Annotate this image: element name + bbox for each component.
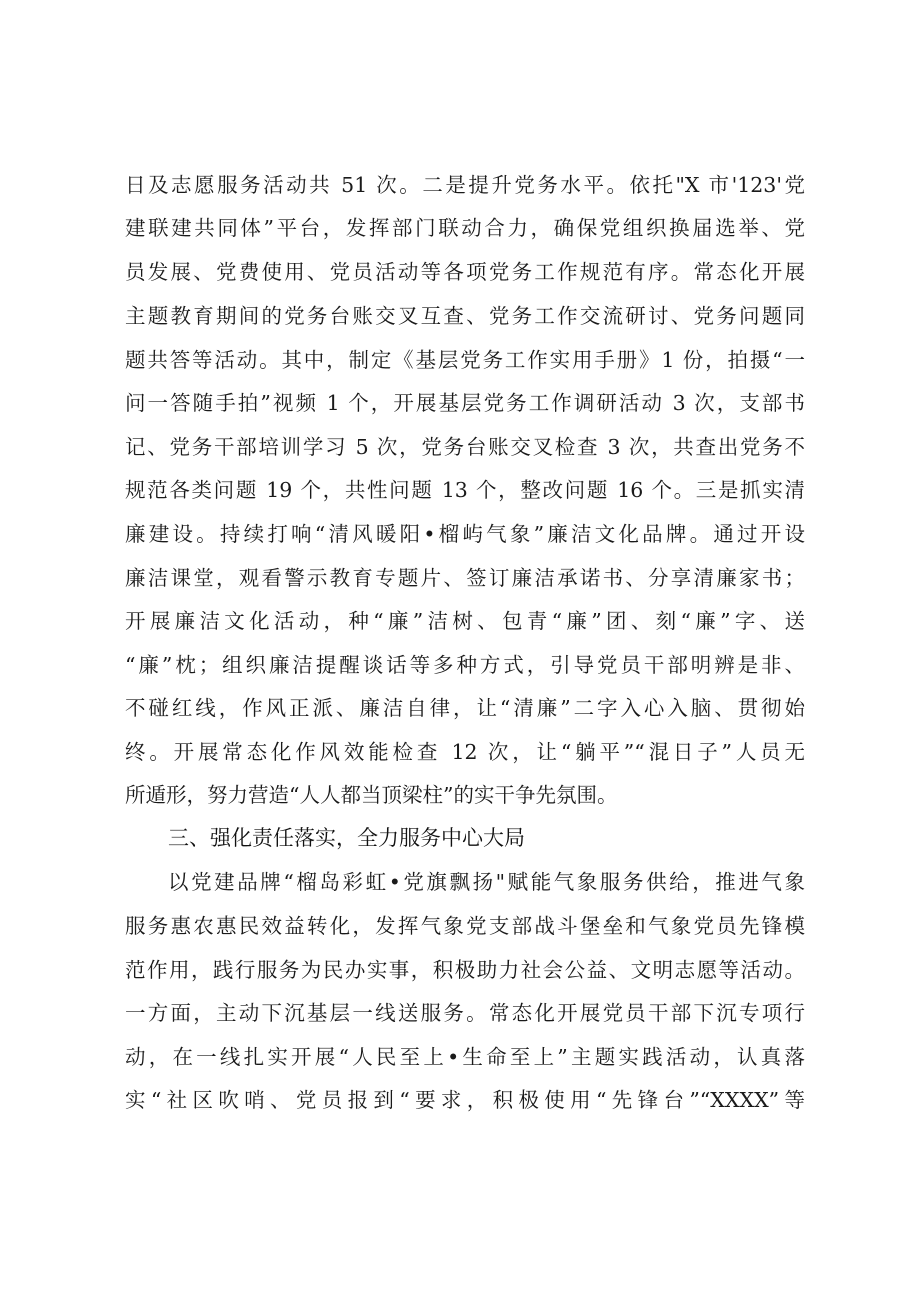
paragraph-line: 所遁形，努力营造“人人都当顶梁柱”的实干争先氛围。 (125, 783, 618, 807)
paragraph-line: 动，在一线扎实开展“人民至上•生命至上”主题实践活动，认真落 (125, 1045, 805, 1069)
paragraph-line: 员发展、党费使用、党员活动等各项党务工作规范有序。常态化开展 (125, 260, 805, 284)
paragraph-line: 主题教育期间的党务台账交叉互查、党务工作交流研讨、党务问题同 (125, 304, 805, 328)
paragraph-line: 记、党务干部培训学习 5 次，党务台账交叉检查 3 次，共查出党务不 (125, 435, 805, 459)
paragraph-line: 规范各类问题 19 个，共性问题 13 个，整改问题 16 个。三是抓实清 (125, 478, 805, 502)
paragraph-line: “廉”枕；组织廉洁提醒谈话等多种方式，引导党员干部明辨是非、 (125, 653, 805, 677)
paragraph-line: 廉建设。持续打响“清风暖阳•榴屿气象”廉洁文化品牌。通过开设 (125, 522, 805, 546)
paragraph-line: 范作用，践行服务为民办实事，积极助力社会公益、文明志愿等活动。 (125, 958, 805, 982)
paragraph-line: 建联建共同体”平台，发挥部门联动合力，确保党组织换届选举、党 (125, 216, 805, 240)
paragraph-line: 服务惠农惠民效益转化，发挥气象党支部战斗堡垒和气象党员先锋模 (125, 914, 805, 938)
paragraph-line: 题共答等活动。其中，制定《基层党务工作实用手册》1 份，拍摄“一 (125, 348, 805, 372)
paragraph-line: 不碰红线，作风正派、廉洁自律，让“清廉”二字入心入脑、贯彻始 (125, 696, 805, 720)
paragraph-line: 日及志愿服务活动共 51 次。二是提升党务水平。依托"X 市'123'党 (125, 173, 805, 197)
paragraph-line: 终。开展常态化作风效能检查 12 次，让“躺平”“混日子”人员无 (125, 740, 805, 764)
paragraph-line: 问一答随手拍”视频 1 个，开展基层党务工作调研活动 3 次，支部书 (125, 391, 805, 415)
paragraph-line: 一方面，主动下沉基层一线送服务。常态化开展党员干部下沉专项行 (125, 1001, 805, 1025)
paragraph-line: 以党建品牌“榴岛彩虹•党旗飘扬"赋能气象服务供给，推进气象 (168, 870, 805, 894)
paragraph-line: 实“社区吹哨、党员报到“要求，积极使用“先锋台”“XXXX”等 (125, 1088, 805, 1112)
paragraph-line: 廉洁课堂，观看警示教育专题片、签订廉洁承诺书、分享清廉家书； (125, 566, 805, 590)
section-heading: 三、强化责任落实，全力服务中心大局 (168, 826, 525, 850)
paragraph-line: 开展廉洁文化活动，种“廉”洁树、包青“廉”团、刻“廉”字、送 (125, 609, 805, 633)
